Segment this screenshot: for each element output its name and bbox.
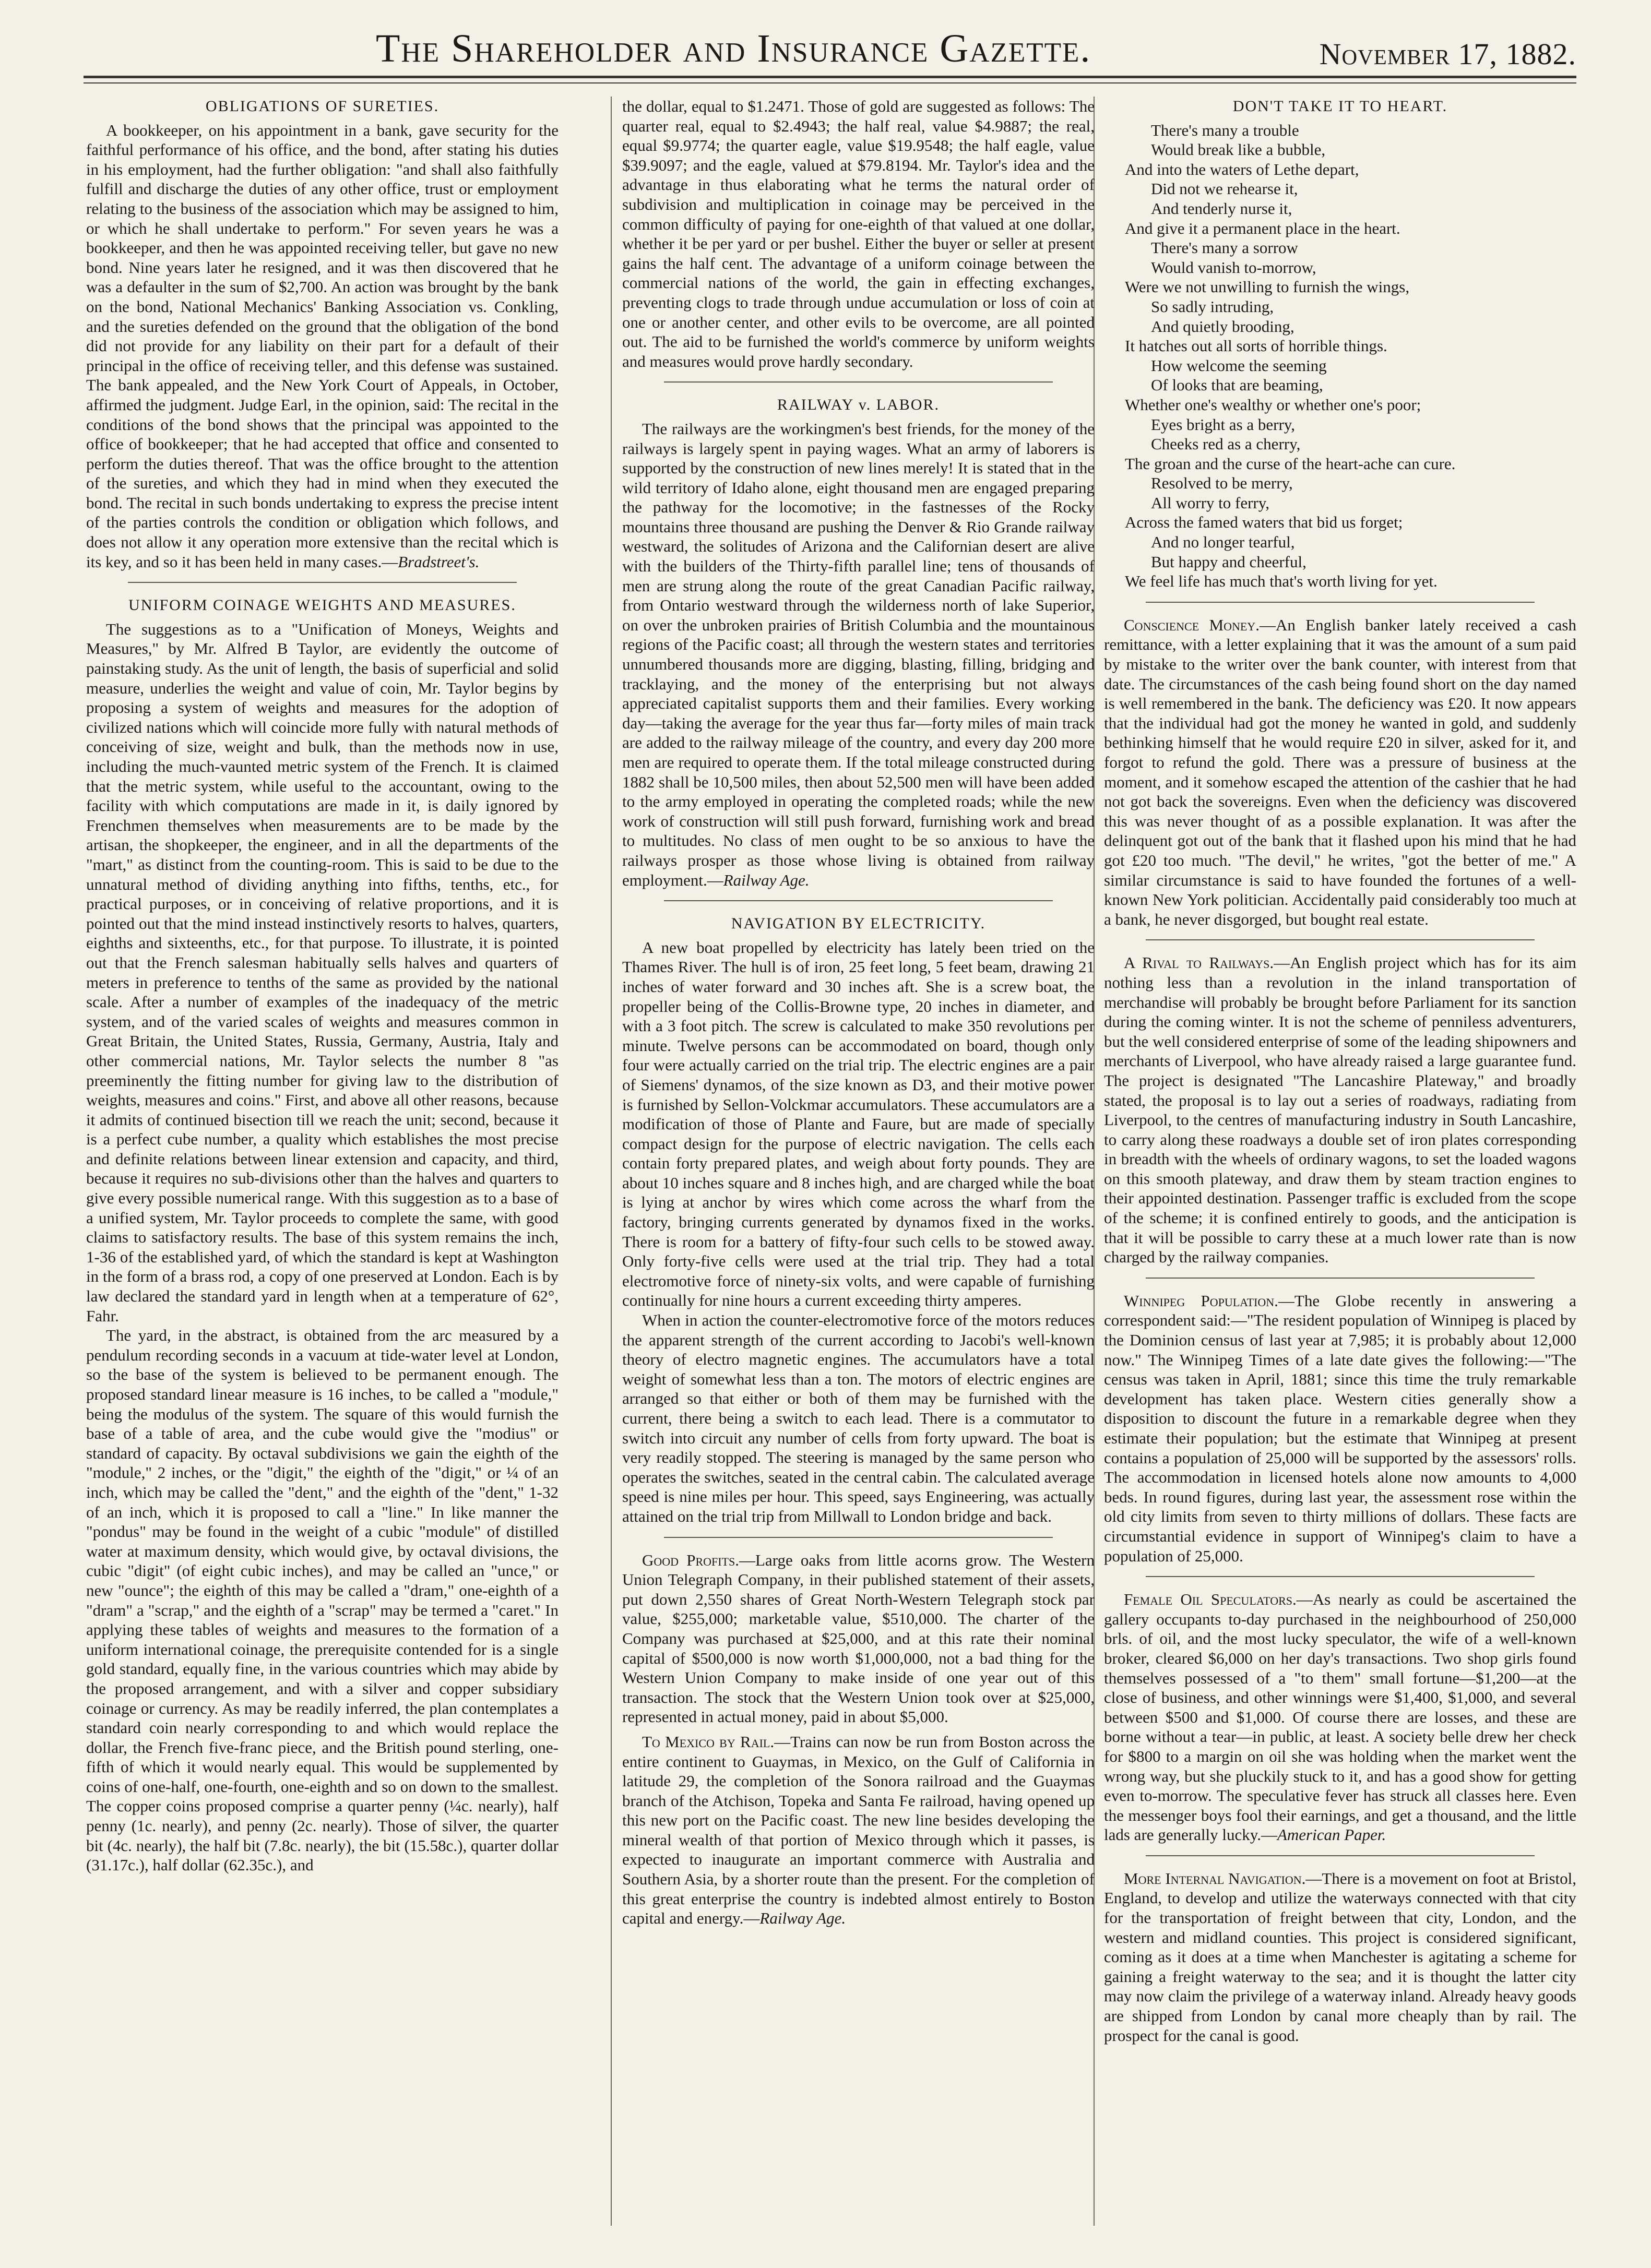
item-mexico-rail: To Mexico by Rail.—Trains can now be run from Boston across the entire continent to Guaymas, in Mexico, on the Gulf of California in latitude 29, the completion of the Sonora railroad and the Guaymas branch of the Atchison, Topeka and Santa Fe railroad, having opened up this new port on the Pacific coast. The new line besides developing the mineral wealth of that portion of Mexico through which it passes, is expected to inaugurate an important commerce with Australia and Southern Asia, by a shorter route than the present. For the completion of this great enterprise the country is indebted almost entirely to Boston capital and energy.—Railway Age. — [622, 1732, 1095, 1928]
poem-line: And tenderly nurse it, — [1151, 199, 1292, 218]
article-railway-labor — [622, 395, 1095, 890]
item-rival-railways: A Rival to Railways.—An English project which has for its aim nothing less than a revolution in the inland transportation of merchandise will probably be brought before Parliament for its sanction during the coming winter. It is not the scheme of penniless adventurers, but the well considered enterprise of some of the leading shipowners and merchants of Liverpool, who have already raised a large guarantee fund. The project is designated "The Lancashire Plateway," and broadly stated, the proposal is to lay out a series of roadways, radiating from Liverpool, to the centres of manufacturing industry in South Lancashire, to carry along these roadways a double set of iron plates corresponding in breadth with the wheels of ordinary wagons, to set the loaded wagons on this smooth plateway, and draw them by steam traction engines to their appointed destination. Passenger traffic is excluded from the scope of the scheme; it is confined entirely to goods, and the anticipation is that it will be possible to carry these at a much lower rate than is now charged by the railway companies. — [1104, 953, 1576, 1267]
poem-line: How welcome the seeming — [1151, 356, 1327, 375]
article-body: A bookkeeper, on his appointment in a bank, gave security for the faithful performance of his office, and the bond, after stating his duties in his employment, had the further obligation: "and shall also faithfully fulfill and discharge the duties of any other office, trust or employment relating to the business of the association which may be assigned to him, or which he shall undertake to perform." For seven years he was a bookkeeper, and then he was appointed receiving teller, but gave no new bond. Nine years later he resigned, and it was then discovered that he was a defaulter in the sum of $2,700. An action was brought by the bank on the bond, National Mechanics' Banking Association vs. Conkling, and the sureties defended on the ground that the obligation of the bond did not provide for any liability on their part for a default of their principal in the office of receiving teller, and this defense was sustained. The bank appealed, and the New York Court of Appeals, in October, affirmed the judgment. Judge Earl, in the opinion, said: The recital in the conditions of the bond shows that the principal was appointed to the office of bookkeeper; that he had accepted that office and consented to perform the duties thereof. That was the office brought to the attention of the sureties, and which they had in mind when they executed the bond. The recital in such bonds undertaking to express the precise intent of the parties controls the condition or obligation which follows, and does not allow it any operation more extensive than the recital which is its key, and so it has been held in many cases.—Bradstreet's. — [86, 121, 559, 571]
item-internal-navigation: More Internal Navigation.—There is a movement on foot at Bristol, England, to develop and utilize the waterways connected with that city for the transportation of freight between that city, London, and the western and midland counties. This project is considered significant, coming as it does at a time when Manchester is agitating a scheme for gaining a freight waterway to the sea; and it is thought the latter city may now claim the privilege of a waterway inland. Already heavy goods are shipped from London by canal more cheaply than by rail. The prospect for the canal is good. — [1104, 1869, 1576, 2045]
column-2 — [622, 97, 1095, 2231]
masthead-rule-thin — [84, 82, 1576, 83]
item-lead: Winnipeg Population. — [1124, 1291, 1278, 1310]
article-heading: OBLIGATIONS OF SURETIES. — [205, 98, 440, 115]
column-3 — [1104, 97, 1576, 2231]
poem-line: And give it a permanent place in the heart. — [1125, 219, 1400, 237]
poem-line: There's many a sorrow — [1151, 238, 1298, 257]
article-body: The railways are the workingmen's best friends, for the money of the railways is largely spent in paying wages. What an army of laborers is supported by the construction of new lines merely! It is stated that in the wild territory of Idaho alone, eight thousand men are engaged preparing the pathway for the locomotive; in the fastnesses of the Rocky mountains three thousand are pushing the Denver & Rio Grande railway westward, the solitudes of Arizona and the Californian desert are alive with the builders of the Thirty-fifth parallel line; tens of thousands of men are strung along the route of the great Canadian Pacific railway, from Ontario westward through the wilderness north of lake Superior, on over the unbroken prairies of British Columbia and the mountainous regions of the Pacific coast; all through the western states and territories unnumbered thousands more are digging, blasting, filling, bridging and tracklaying, and the money of the enterprising but not always appreciated capitalist supports them and their families. Every working day—taking the average for the year thus far—forty miles of main track are added to the railway mileage of the country, and every day 200 more men are required to operate them. If the total mileage constructed during 1882 shall be 10,500 miles, then about 52,500 men will have been added to the army employed in operating the completed roads; while the new work of construction will still push forward, furnishing work and bread to multitudes. No class of men ought to be so anxious to have the railways prosper as those whose living is obtained from railway employment.—Railway Age. — [622, 419, 1095, 889]
poem-line: And no longer tearful, — [1151, 533, 1295, 552]
article-paragraph: The yard, in the abstract, is obtained from the arc measured by a pendulum recording seconds in a vacuum at tide-water level at London, so the base of the system is believed to be permanent enough. The proposed standard linear measure is 16 inches, to be called a "module," being the modulus of the system. The square of this would furnish the base of a table of area, and the cube would give the "modius" or standard of capacity. By octaval subdivisions we gain the eighth of the "module," 2 inches, or the "digit," the eighth of the "digit," or ¼ of an inch, which may be called the "dent," and the eighth of the "dent," 1-32 of an inch, which it is proposed to call a "line." In like manner the "pondus" may be found in the weight of a cubic "module" of distilled water at maximum density, which would give, by octaval divisions, the cubic "digit" (of eight cubic inches), and may be called an "unce," or new "ounce"; the eighth of this may be called a "dram," one-eighth of a "dram" a "scrap," and the eighth of a "scrap" may be termed a "caret." In applying these tables of weights and measures to the formation of a uniform international coinage, the prerequisite contended for is a single gold standard, equally fine, in the various countries which may abide by the proposed arrangement, and with a silver and copper subsidiary coinage or currency. As may be readily inferred, the plan contemplates a standard coin nearly corresponding to and which would replace the dollar, the French five-franc piece, and the British pound sterling, one-fifth of which it would nearly equal. This would be supplemented by coins of one-half, one-fourth, one-eighth and so on down to the smallest. The copper coins proposed comprise a quarter penny (¼c. nearly), half penny (1c. nearly), and penny (2c. nearly). Those of silver, the quarter bit (4c. nearly), the half bit (7.8c. nearly), the bit (15.58c.), quarter dollar (31.17c.), half dollar (62.35c.), and — [86, 1326, 559, 1875]
item-lead: A Rival to Railways. — [1124, 953, 1274, 972]
item-lead: Female Oil Speculators. — [1124, 1590, 1297, 1609]
poem-line: Resolved to be merry, — [1151, 474, 1293, 493]
article-separator — [1146, 1855, 1535, 1856]
item-winnipeg: Winnipeg Population.—The Globe recently in answering a correspondent said:—"The resident population of Winnipeg is placed by the Dominion census of last year at 7,985; it is probably about 12,000 now." The Winnipeg Times of a late date gives the following:—"The census was taken in April, 1881; since this time the truly remarkable development has taken place. Western cities generally show a disposition to discount the future in a remarkable degree when they estimate their population; but the estimate that Winnipeg at present contains a population of 25,000 will be supported by the assessors' rolls. The accommodation in licensed hotels alone now amounts to 4,000 beds. In round figures, during last year, the assessment rose within the old city limits from seven to thirty millions of dollars. These facts are circumstantial evidence in support of Winnipeg's claim to have a population of 25,000. — [1104, 1291, 1576, 1565]
masthead-rule — [84, 76, 1576, 78]
poem-line: We feel life has much that's worth living for yet. — [1125, 572, 1438, 591]
article-separator — [128, 582, 517, 583]
masthead-date: November 17, 1882. — [1319, 37, 1576, 71]
poem-line: And into the waters of Lethe depart, — [1125, 160, 1359, 178]
poem-line: Did not we rehearse it, — [1151, 180, 1298, 198]
poem-line: Across the famed waters that bid us forget; — [1125, 513, 1403, 532]
article-sureties — [86, 97, 559, 571]
column-1 — [86, 97, 559, 2231]
article-paragraph: A new boat propelled by electricity has lately been tried on the Thames River. The hull is of iron, 25 feet long, 5 feet beam, drawing 21 inches of water forward and 30 inches aft. She is a screw boat, the propeller being of the Collis-Browne type, 20 inches in diameter, and with a 3 foot pitch. The screw is calculated to make 350 revolutions per minute. Twelve persons can be accommodated on board, though only four were actually carried on the trial trip. The electric engines are a pair of Siemens' dynamos, of the size known as D3, and their motive power is furnished by Sellon-Volckmar accumulators. These accumulators are a modification of those of Plante and Faure, but are made of specially compact design for the purpose of electric navigation. The cells each contain forty prepared plates, and weigh about forty pounds. They are about 10 inches square and 8 inches high, and are charged while the boat is lying at anchor by wires which come across the wharf from the factory, bringing currents generated by dynamos fixed in the works. There is room for a battery of fifty-four such cells to be stowed away. Only forty-five cells were used at the trial trip. They had a total electromotive force of ninety-six volts, and were capable of furnishing continually for nine hours a current exceeding thirty amperes. — [622, 938, 1095, 1310]
article-separator — [664, 900, 1053, 901]
poem-line: The groan and the curse of the heart-ache can cure. — [1125, 454, 1456, 473]
poem — [1104, 97, 1576, 591]
article-source: American Paper. — [1277, 1825, 1386, 1844]
article-continuation: the dollar, equal to $1.2471. Those of gold are suggested as follows: The quarter real, equal to $2.4943; the half real, value $4.9887; the real, equal $9.9774; the quarter eagle, value $19.9548; the half eagle, value $39.9097; and the eagle, valued at $79.8194. Mr. Taylor's idea and the advantage in thus elaborating what he terms the natural order of subdivision and multiplication in coinage may be perceived in the common difficulty of paying for one-eighth of that valued at one dollar, whether it be per yard or per bushel. Either the buyer or seller at present gains the half cent. The advantage of a uniform coinage between the commercial nations of the world, the gain in effecting exchanges, preventing clogs to trade through undue accumulation or loss of coin at one or another center, and other evils to be overcome, are all pointed out. The aid to be furnished the world's commerce by uniform weights and measures would prove hardly secondary. — [622, 97, 1095, 371]
item-lead: To Mexico by Rail. — [642, 1732, 775, 1751]
poem-heading: DON'T TAKE IT TO HEART. — [1232, 98, 1448, 115]
poem-line: So sadly intruding, — [1151, 297, 1274, 316]
article-source: Railway Age. — [723, 870, 810, 889]
poem-line: Cheeks red as a cherry, — [1151, 435, 1301, 453]
poem-line: It hatches out all sorts of horrible things. — [1125, 337, 1387, 355]
article-paragraph: The suggestions as to a "Unification of Moneys, Weights and Measures," by Mr. Alfred B Taylor, are evidently the outcome of painstaking study. As the unit of length, the basis of superficial and solid measure, underlies the weight and value of coin, Mr. Taylor begins by proposing a system of weights and measures for the adoption of civilized nations which will coincide more fully with natural methods of conceiving of size, weight and bulk, than the methods now in use, including the much-vaunted metric system of the French. It is claimed that the metric system, while useful to the accountant, owing to the facility with which computations are made in it, is daily ignored by Frenchmen themselves when measurements are to be made by the artisan, the shopkeeper, the engineer, and in all the departments of the "mart," as distinct from the counting-room. This is said to be due to the unnatural method of dividing anything into fifths, tenths, etc., for practical purposes, or in conceiving of relative proportions, and it is pointed out that the mind instead instinctively resorts to halves, quarters, eighths and sixteenths, etc., for that purpose. To illustrate, it is pointed out that the French salesman habitually sells halves and quarters of meters in preference to tenths of the same as provided by the national scale. After a number of examples of the inadequacy of the metric system, and of the varied scales of weights and measures common in Great Britain, the United States, Russia, Germany, Austria, Italy and other commercial nations, Mr. Taylor selects the number 8 "as preeminently the fitting number for giving law to the distribution of weights, measures and coins." First, and above all other reasons, because it admits of continued bisection till we reach the unit; second, because it is a perfect cube number, a quality which establishes the most precise and definite relations between linear extension and capacity, and third, because it requires no sub-divisions other than the halves and quarters to give every possible numerical range. With this suggestion as to a base of a unified system, Mr. Taylor proceeds to complete the same, with good claims to satisfactory results. The base of this system remains the inch, 1-36 of the established yard, of which the standard is kept at Washington in the form of a brass rod, a copy of one preserved at London. Each is by law declared the standard yard in length when at a temperature of 62°, Fahr. — [86, 619, 559, 1325]
poem-line: There's many a trouble — [1151, 121, 1299, 139]
article-navigation — [622, 914, 1095, 1526]
article-separator — [1146, 602, 1535, 603]
poem-line: Would vanish to-morrow, — [1151, 258, 1316, 277]
article-separator — [1146, 939, 1535, 940]
item-oil-speculators: Female Oil Speculators.—As nearly as could be ascertained the gallery occupants to-day purchased in the neighbourhood of 250,000 brls. of oil, and the most lucky speculator, the wife of a well-known broker, cleared $6,000 on her day's transactions. Two shop girls found themselves possessed of a "to them" small fortune—$1,200—at the close of business, and other winnings were $1,400, $1,000, and several between $500 and $1,000. Of course there are losses, and these are borne without a tear—in public, at least. A society belle drew her check for $800 to a margin on oil she was holding when the market went the wrong way, but she pluckily stuck to it, and has a good show for getting even to-morrow. The speculative fever has struck all classes here. Even the messenger boys fool their earnings, and get a thousand, and the little lads are generally lucky.—American Paper. — [1104, 1590, 1576, 1844]
poem-line: Were we not unwilling to furnish the wings, — [1125, 278, 1410, 296]
column-divider — [611, 97, 612, 2226]
poem-line: And quietly brooding, — [1151, 317, 1294, 336]
article-separator — [664, 1537, 1053, 1538]
article-source: Bradstreet's. — [398, 552, 480, 571]
item-lead: More Internal Navigation. — [1124, 1869, 1306, 1888]
poem-line: All worry to ferry, — [1151, 493, 1269, 512]
article-coinage — [86, 595, 559, 1875]
article-heading: UNIFORM COINAGE WEIGHTS AND MEASURES. — [128, 596, 516, 614]
item-lead: Conscience Money. — [1124, 615, 1260, 634]
item-conscience-money: Conscience Money.—An English banker lately received a cash remittance, with a letter explaining that it was the amount of a sum paid by mistake to the writer over the bank counter, with interest from that date. The circumstances of the cash being found short on the day named is well remembered in the bank. The deficiency was £20. It now appears that the individual had got the money he wanted in gold, and suddenly bethinking himself that he would require £20 in silver, asked for it, and forgot to refund the gold. There was a pressure of business at the moment, and it somehow escaped the attention of the cashier that he had not got back the sovereigns. Even when the deficiency was discovered this was never thought of as a possible explanation. It was after the delinquent got out of the bank that it flashed upon his mind that he had got £20 too much. "The devil," he writes, "got the better of me." A similar circumstance is said to have founded the fortunes of a well-known New York politician. Accidentally paid considerably too much at a bank, he never disgorged, but bought real estate. — [1104, 615, 1576, 928]
poem-line: Whether one's wealthy or whether one's poor; — [1125, 395, 1421, 414]
poem-line: Of looks that are beaming, — [1151, 376, 1323, 395]
article-separator — [1146, 1278, 1535, 1279]
article-heading: RAILWAY v. LABOR. — [777, 396, 940, 414]
poem-line: But happy and cheerful, — [1151, 552, 1306, 571]
article-paragraph: When in action the counter-electromotive force of the motors reduces the apparent strength of the current according to Jacobi's well-known theory of electro magnetic engines. The accumulators have a total weight of somewhat less than a ton. The motors of electric engines are arranged so that either or both of them may be furnished with the current, there being a switch to each lead. There is a commutator to switch into circuit any number of cells from forty upward. The boat is very readily stopped. The steering is managed by the same person who operates the switches, seated in the central cabin. The calculated average speed is nine miles per hour. This speed, says Engineering, was actually attained on the trial trip from Millwall to London bridge and back. — [622, 1311, 1095, 1525]
article-separator — [664, 381, 1053, 383]
poem-line: Would break like a bubble, — [1151, 140, 1326, 159]
article-separator — [1146, 1576, 1535, 1577]
item-lead: Good Profits. — [642, 1550, 739, 1569]
item-good-profits: Good Profits.—Large oaks from little acorns grow. The Western Union Telegraph Company, in their published statement of their assets, put down 2,550 shares of Great North-Western Telegraph stock par value, $255,000; marketable value, $510,000. The charter of the Company was purchased at $25,000, and at this rate their nominal capital of $500,000 is now worth $1,000,000, not a bad thing for the Western Union Company to make inside of one year out of this transaction. The stock that the Western Union took over at $25,000, represented in actual money, paid in about $5,000. — [622, 1550, 1095, 1726]
masthead — [84, 21, 1576, 83]
poem-line: Eyes bright as a berry, — [1151, 415, 1296, 434]
article-heading: NAVIGATION BY ELECTRICITY. — [731, 915, 986, 933]
article-source: Railway Age. — [759, 1909, 846, 1928]
poem-lines — [1104, 121, 1576, 591]
masthead-title: The Shareholder and Insurance Gazette. — [376, 27, 1091, 70]
